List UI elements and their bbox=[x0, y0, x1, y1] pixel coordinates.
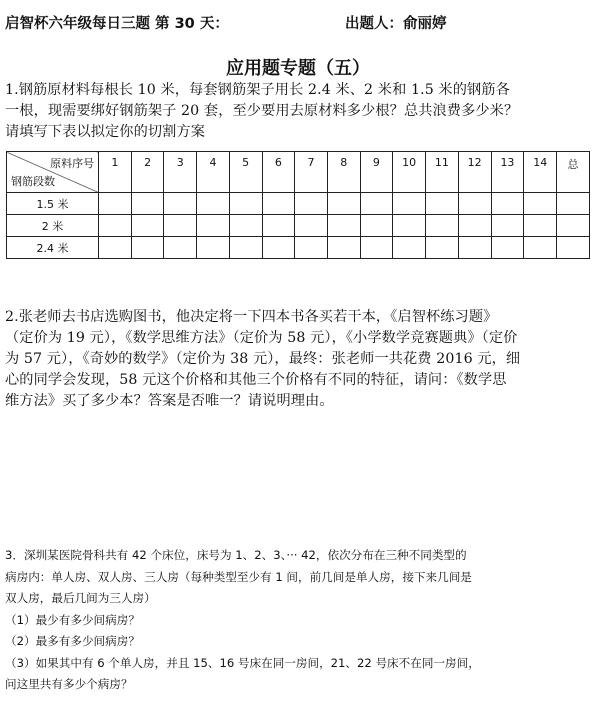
question-2-line: （定价为 19 元），《数学思维方法》（定价为 58 元），《小学数学竞赛题典》（定价 bbox=[5, 330, 518, 346]
question-1-line: 请填写下表以拟定你的切割方案 bbox=[5, 124, 206, 140]
question-3-subquestion: （2）最多有多少间病房？ bbox=[5, 634, 140, 648]
column-header: 3 bbox=[164, 152, 197, 193]
question-3 bbox=[5, 545, 591, 696]
page-header bbox=[5, 8, 591, 32]
question-3-line: 病房内：单人房、双人房、三人房（每种类型至少有 1 间，前几间是单人房，接下来几间是 bbox=[5, 569, 472, 584]
question-2-line: 2.张老师去书店选购图书，他决定将一下四本书各买若干本，《启智杯练习题》 bbox=[5, 309, 498, 325]
header-author: 出题人：俞丽婷 bbox=[345, 16, 447, 32]
question-1-line: 一根，现需要绑好钢筋架子 20 套，至少要用去原材料多少根？总共浪费多少米？ bbox=[5, 103, 519, 119]
row-label: 2.4 米 bbox=[7, 237, 99, 259]
table-corner-cell bbox=[7, 152, 99, 193]
column-header: 5 bbox=[229, 152, 262, 193]
column-header: 14 bbox=[524, 152, 557, 193]
question-2 bbox=[5, 307, 591, 412]
column-header: 13 bbox=[491, 152, 524, 193]
question-1 bbox=[5, 80, 591, 143]
question-3-subquestion: （3）如果其中有 6 个单人房，并且 15、16 号床在同一房间，21、22 号床不在同一房间， bbox=[5, 655, 480, 670]
question-2-line: 心的同学会发现，58 元这个价格和其他三个价格有不同的特征，请问：《数学思 bbox=[5, 372, 507, 388]
column-header: 9 bbox=[360, 152, 393, 193]
question-2-line: 维方法》买了多少本？答案是否唯一？请说明理由。 bbox=[5, 393, 334, 409]
table-row bbox=[7, 237, 590, 259]
question-3-subquestion: （1）最少有多少间病房？ bbox=[5, 612, 140, 627]
corner-label-material: 原料序号 bbox=[50, 157, 95, 170]
table-row bbox=[7, 215, 590, 237]
column-header: 7 bbox=[295, 152, 328, 193]
column-header: 12 bbox=[458, 152, 491, 193]
question-3-line: 3．深圳某医院骨科共有 42 个床位，床号为 1、2、3、··· 42，依次分布在三种不同类型的 bbox=[5, 548, 467, 562]
question-1-line: 1.钢筋原材料每根长 10 米，每套钢筋架子用长 2.4 米、2 米和 1.5 米的钢筋各 bbox=[5, 82, 510, 98]
header-series-day: 启智杯六年级每日三题 第 30 天： bbox=[5, 16, 229, 32]
table-row bbox=[7, 193, 590, 215]
column-header: 2 bbox=[131, 152, 164, 193]
column-header: 10 bbox=[393, 152, 426, 193]
cutting-plan-table bbox=[6, 151, 590, 259]
question-2-line: 为 57 元），《奇妙的数学》（定价为 38 元），最终：张老师一共花费 2016 元，细 bbox=[5, 351, 521, 367]
question-3-line: 双人房，最后几间为三人房） bbox=[5, 591, 156, 605]
page-title: 应用题专题（五） bbox=[226, 58, 370, 79]
column-header: 1 bbox=[99, 152, 132, 193]
column-header: 8 bbox=[327, 152, 360, 193]
column-header: 6 bbox=[262, 152, 295, 193]
row-label: 2 米 bbox=[7, 215, 99, 237]
corner-label-segments: 钢筋段数 bbox=[11, 175, 55, 188]
column-header: 11 bbox=[426, 152, 459, 193]
column-header-total: 总 bbox=[557, 152, 590, 193]
table-header-row bbox=[7, 152, 590, 193]
question-3-line: 问这里共有多少个病房？ bbox=[5, 677, 133, 691]
row-label: 1.5 米 bbox=[7, 193, 99, 215]
column-header: 4 bbox=[197, 152, 230, 193]
